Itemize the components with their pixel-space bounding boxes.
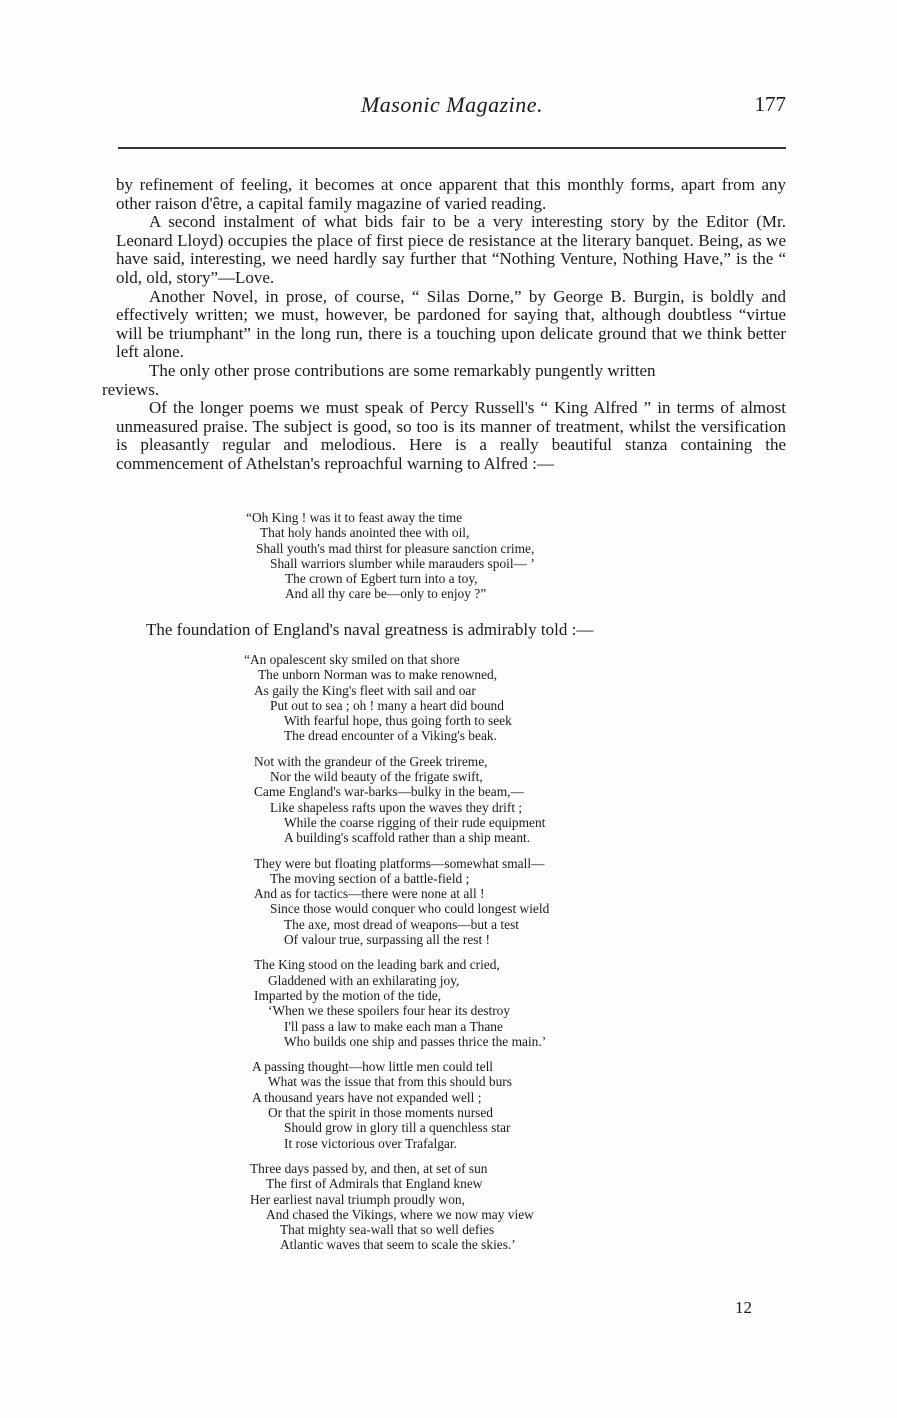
poem-line: The axe, most dread of weapons—but a test	[284, 916, 520, 932]
poem-line: They were but floating platforms—somewhat small—	[254, 855, 545, 871]
poem-line: The King stood on the leading bark and cried,	[254, 957, 500, 973]
signature-mark: 12	[735, 1298, 752, 1317]
stanza	[244, 754, 549, 846]
stanza	[244, 1161, 549, 1253]
poem-line: The crown of Egbert turn into a toy,	[285, 571, 478, 587]
poem-line: Like shapeless rafts upon the waves they drift ;	[270, 799, 523, 815]
poem-line: That holy hands anointed thee with oil,	[260, 525, 470, 541]
article-body	[102, 175, 786, 474]
poem-line: The unborn Norman was to make renowned,	[258, 667, 498, 683]
header-rule	[118, 147, 786, 149]
poem-line: As gaily the King's fleet with sail and oar	[254, 682, 476, 698]
paragraph: The only other prose contributions are some remarkably pungently written	[149, 360, 656, 380]
poem-line: Of valour true, surpassing all the rest !	[284, 932, 491, 948]
paragraph: A second instalment of what bids fair to be a very interesting story by the Editor (Mr. Leonard Lloyd) occupies the place of first piece de resistance at the literary banquet. Being, as we have said, interesting, we need hardly say further that “Nothing Venture, Nothing Have,” is the “ old, old, story”—Love.	[116, 212, 786, 287]
poem-line: And chased the Vikings, where we now may view	[266, 1206, 534, 1222]
poem-line: Not with the grandeur of the Greek trireme,	[254, 753, 488, 769]
poem-line: Shall youth's mad thirst for pleasure sanction crime,	[256, 540, 535, 556]
poem-line: “An opalescent sky smiled on that shore	[244, 652, 460, 667]
stanza	[244, 652, 549, 744]
poem-line: With fearful hope, thus going forth to seek	[284, 713, 512, 729]
poem-line: I'll pass a law to make each man a Thane	[284, 1018, 503, 1034]
poem-line: Put out to sea ; oh ! many a heart did bound	[270, 697, 504, 713]
poem-line: And as for tactics—there were none at all !	[254, 886, 485, 902]
paragraph: by refinement of feeling, it becomes at once apparent that this monthly forms, apart from any other raison d'être, a capital family magazine of varied reading.	[116, 175, 786, 213]
paragraph-continuation: reviews.	[102, 379, 160, 399]
transition-sentence: The foundation of England's naval greatness is admirably told :—	[146, 620, 594, 639]
poem-line: Atlantic waves that seem to scale the skies.’	[280, 1237, 516, 1253]
running-head	[118, 92, 786, 122]
journal-title: Masonic Magazine.	[360, 92, 544, 117]
poem-line: “Oh King ! was it to feast away the time	[246, 510, 463, 525]
poem-line: The first of Admirals that England knew	[266, 1176, 483, 1192]
poem-line: And all thy care be—only to enjoy ?”	[285, 586, 487, 602]
poem-line: ‘When we these spoilers four hear its destroy	[268, 1003, 511, 1019]
poem-line: The moving section of a battle-field ;	[270, 870, 470, 886]
poem-line: That mighty sea-wall that so well defies	[280, 1222, 495, 1238]
poem-line: Who builds one ship and passes thrice the main.’	[284, 1033, 547, 1049]
poem-line: Three days passed by, and then, at set of sun	[250, 1160, 488, 1176]
paragraph: Of the longer poems we must speak of Percy Russell's “ King Alfred ” in terms of almost unmeasured praise. The subject is good, so too is its manner of treatment, whilst the versification is pleasantly regular and melodious. Here is a really beautiful stanza containing the commencement of Athelstan's reproachful warning to Alfred :—	[116, 398, 786, 473]
poem-line: Should grow in glory till a quenchless star	[284, 1120, 511, 1136]
poem-line: Or that the spirit in those moments nursed	[268, 1105, 494, 1121]
poem-line: Came England's war-barks—bulky in the beam,—	[254, 784, 524, 800]
poem-line: While the coarse rigging of their rude equipment	[284, 814, 546, 830]
stanza	[244, 957, 549, 1049]
poem-line: Nor the wild beauty of the frigate swift,	[270, 769, 483, 785]
poem-quotation-1	[246, 510, 535, 612]
page-number: 177	[754, 92, 786, 116]
poem-line: The dread encounter of a Viking's beak.	[284, 728, 497, 744]
poem-line: What was the issue that from this should burs	[268, 1074, 512, 1090]
poem-line: Shall warriors slumber while marauders spoil— ’	[270, 555, 535, 571]
poem-line: Her earliest naval triumph proudly won,	[250, 1191, 465, 1207]
stanza	[244, 856, 549, 948]
poem-line: Imparted by the motion of the tide,	[254, 987, 442, 1003]
paragraph: Another Novel, in prose, of course, “ Silas Dorne,” by George B. Burgin, is boldly and effectively written; we must, however, be pardoned for saying that, although doubtless “virtue will be triumphant” in the long run, there is a touching upon delicate ground that we think better left alone.	[116, 286, 786, 362]
poem-line: Gladdened with an exhilarating joy,	[268, 972, 460, 988]
stanza	[246, 510, 535, 602]
poem-line: A building's scaffold rather than a ship meant.	[284, 830, 531, 846]
poem-line: A passing thought—how little men could tell	[252, 1059, 494, 1075]
poem-line: It rose victorious over Trafalgar.	[284, 1135, 457, 1151]
poem-line: A thousand years have not expanded well ;	[252, 1089, 482, 1105]
poem-line: Since those would conquer who could longest wield	[270, 901, 550, 917]
poem-quotation-2	[244, 652, 549, 1263]
stanza	[244, 1059, 549, 1151]
